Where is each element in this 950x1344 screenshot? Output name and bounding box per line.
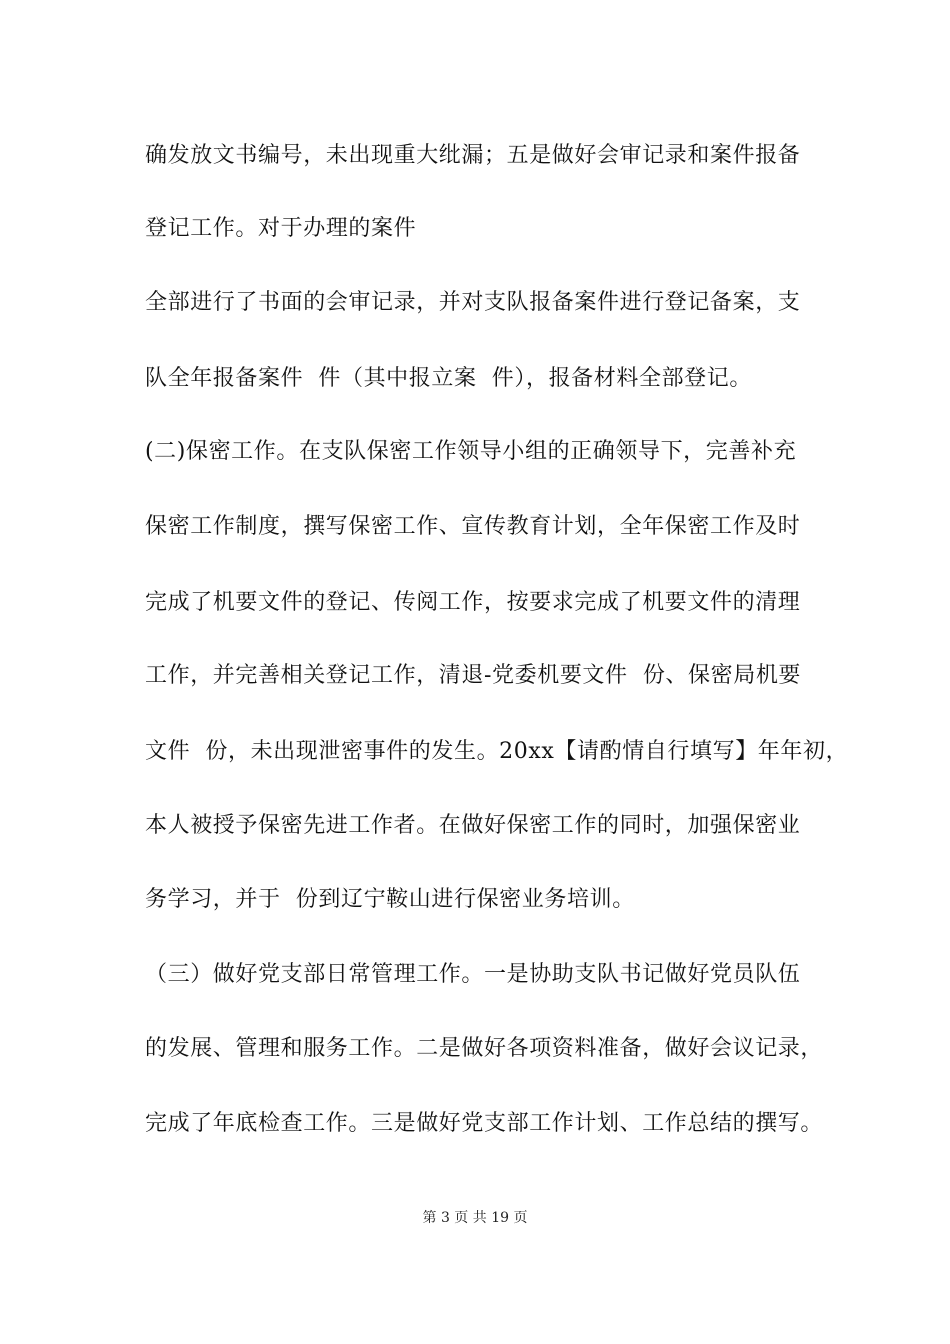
page-number-footer: 第 3 页 共 19 页 <box>422 1210 528 1226</box>
body-text-line: 完成了机要文件的登记、传阅工作，按要求完成了机要文件的清理 <box>145 590 801 615</box>
body-text-line: 确发放文书编号，未出现重大纰漏；五是做好会审记录和案件报备 <box>145 143 801 168</box>
body-text-line: （三）做好党支部日常管理工作。一是协助支队书记做好党员队伍 <box>145 962 801 987</box>
body-text-line: (二)保密工作。在支队保密工作领导小组的正确领导下，完善补充 <box>145 439 797 464</box>
body-text-line: 本人被授予保密先进工作者。在做好保密工作的同时，加强保密业 <box>145 813 801 838</box>
body-text-line: 保密工作制度，撰写保密工作、宣传教育计划，全年保密工作及时 <box>145 514 801 539</box>
body-text-line: 登记工作。对于办理的案件 <box>145 216 417 241</box>
body-text-line: 完成了年底检查工作。三是做好党支部工作计划、工作总结的撰写。 <box>145 1111 824 1136</box>
body-text-line: 工作，并完善相关登记工作，清退-党委机要文件 份、保密局机要 <box>145 663 802 688</box>
body-text-line: 的发展、管理和服务工作。二是做好各项资料准备，做好会议记录， <box>145 1036 824 1061</box>
body-text-line: 队全年报备案件 件（其中报立案 件），报备材料全部登记。 <box>145 366 752 391</box>
body-text-line: 全部进行了书面的会审记录，并对支队报备案件进行登记备案，支 <box>145 290 801 315</box>
body-text-line: 文件 份，未出现泄密事件的发生。20xx【请酌情自行填写】年年初， <box>145 739 849 764</box>
body-text-line: 务学习，并于 份到辽宁鞍山进行保密业务培训。 <box>145 887 635 912</box>
